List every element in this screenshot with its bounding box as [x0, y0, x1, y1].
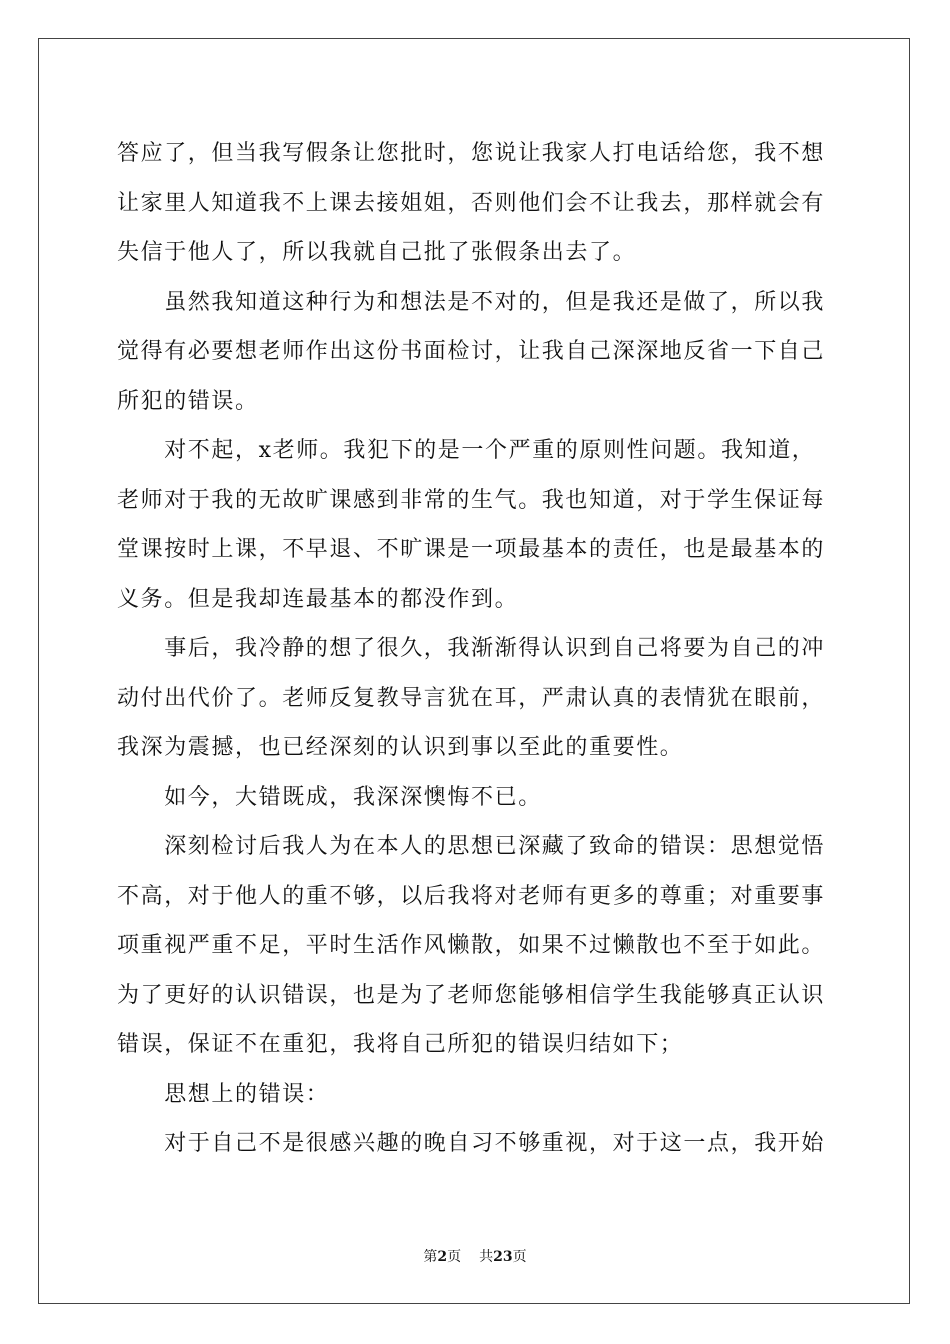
text-line: 不高，对于他人的重不够，以后我将对老师有更多的尊重；对重要事 — [117, 883, 826, 909]
text-line: 为了更好的认识错误，也是为了老师您能够相信学生我能够真正认识 — [117, 982, 826, 1008]
text-line: 我深为震撼，也已经深刻的认识到事以至此的重要性。 — [117, 735, 684, 760]
text-line: 所犯的错误。 — [117, 388, 259, 414]
text-line: 答应了，但当我写假条让您批时，您说让我家人打电话给您，我不想 — [117, 141, 826, 166]
page-number: 2 — [437, 1249, 448, 1265]
text-line: 觉得有必要想老师作出这份书面检讨，让我自己深深地反省一下自己 — [117, 339, 826, 364]
text-line: 老师对于我的无故旷课感到非常的生气。我也知道，对于学生保证每 — [117, 487, 826, 513]
text-line: 事后，我冷静的想了很久，我渐渐得认识到自己将要为自己的冲 — [117, 636, 826, 661]
text-line: 让家里人知道我不上课去接姐姐，否则他们会不让我去，那样就会有 — [117, 190, 826, 216]
text-line: 思想上的错误： — [117, 1081, 330, 1107]
page-suffix: 页 — [447, 1249, 462, 1265]
total-prefix: 共 — [479, 1249, 494, 1265]
page-footer — [0, 1247, 950, 1267]
text-line: 虽然我知道这种行为和想法是不对的，但是我还是做了，所以我 — [117, 289, 826, 315]
text-line: 项重视严重不足，平时生活作风懒散，如果不过懒散也不至于如此。 — [117, 933, 826, 958]
text-line: 失信于他人了，所以我就自己批了张假条出去了。 — [117, 240, 637, 265]
text-line: 对于自己不是很感兴趣的晚自习不够重视，对于这一点，我开始 — [117, 1131, 826, 1156]
document-body — [117, 129, 833, 1169]
text-line: 深刻检讨后我人为在本人的思想已深藏了致命的错误：思想觉悟 — [117, 834, 826, 859]
page-prefix: 第 — [423, 1249, 438, 1265]
text-line: 对不起，x老师。我犯下的是一个严重的原则性问题。我知道， — [117, 438, 816, 463]
text-line: 错误，保证不在重犯，我将自己所犯的错误归结如下； — [117, 1032, 684, 1057]
total-suffix: 页 — [512, 1249, 527, 1265]
text-line: 堂课按时上课，不早退、不旷课是一项最基本的责任，也是最基本的 — [117, 537, 826, 562]
text-line: 动付出代价了。老师反复教导言犹在耳，严肃认真的表情犹在眼前， — [117, 685, 826, 711]
text-line: 如今，大错既成，我深深懊悔不已。 — [117, 784, 542, 810]
total-pages: 23 — [493, 1249, 513, 1265]
text-line: 义务。但是我却连最基本的都没作到。 — [117, 586, 519, 612]
